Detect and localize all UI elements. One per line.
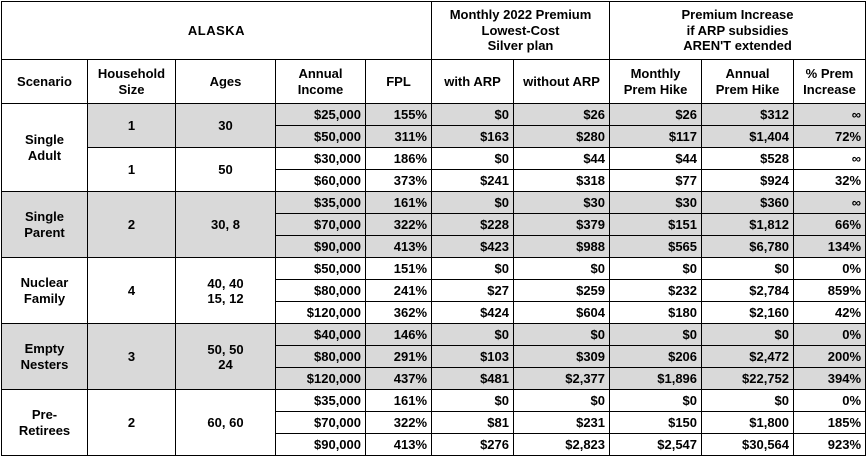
pct-increase-cell: ∞ [794, 104, 866, 126]
column-header-annual-income-line1: Annual [298, 66, 343, 82]
column-header-fpl-line1: FPL [386, 73, 411, 89]
ages-cell [176, 324, 276, 390]
without-arp-cell: $26 [514, 104, 610, 126]
scenario-line2: Family [23, 290, 66, 306]
column-header-with-arp [432, 60, 514, 104]
pct-increase-cell: 185% [794, 412, 866, 434]
increase-group-header [610, 2, 866, 60]
fpl-cell: 322% [366, 412, 432, 434]
monthly-prem-hike-cell: $150 [610, 412, 702, 434]
column-header-household-size [88, 60, 176, 104]
column-header-pct-increase [794, 60, 866, 104]
monthly-prem-hike-cell: $151 [610, 214, 702, 236]
column-header-annual-prem-hike [702, 60, 794, 104]
without-arp-cell: $259 [514, 280, 610, 302]
premium-comparison-table [1, 1, 866, 456]
scenario-line2: Retirees [18, 422, 71, 438]
annual-prem-hike-cell: $1,812 [702, 214, 794, 236]
pct-increase-cell: ∞ [794, 148, 866, 170]
column-header-without-arp [514, 60, 610, 104]
annual-prem-hike-cell: $2,160 [702, 302, 794, 324]
pct-increase-cell: ∞ [794, 192, 866, 214]
annual-income-cell: $25,000 [276, 104, 366, 126]
scenario-line2: Nesters [20, 356, 69, 372]
column-header-monthly-prem-hike-line1: Monthly [630, 66, 681, 82]
column-header-ages [176, 60, 276, 104]
household-size-cell: 1 [88, 148, 176, 192]
page-title: ALASKA [2, 2, 432, 60]
annual-prem-hike-cell: $0 [702, 390, 794, 412]
premium-group-header-line1: Monthly 2022 Premium [449, 6, 592, 22]
monthly-prem-hike-cell: $30 [610, 192, 702, 214]
without-arp-cell: $0 [514, 324, 610, 346]
fpl-cell: 311% [366, 126, 432, 148]
scenario-cell-pre-retirees [2, 390, 88, 456]
scenario-cell-nuclear-family [2, 258, 88, 324]
column-header-monthly-prem-hike-line2: Prem Hike [623, 81, 688, 97]
scenario-line1: Single [24, 131, 64, 147]
table-row [2, 192, 866, 214]
column-header-annual-income [276, 60, 366, 104]
pct-increase-cell: 32% [794, 170, 866, 192]
household-size-cell: 2 [88, 390, 176, 456]
column-header-household-size-line2: Size [118, 81, 145, 97]
column-header-row [2, 60, 866, 104]
annual-income-cell: $50,000 [276, 258, 366, 280]
annual-income-cell: $35,000 [276, 192, 366, 214]
with-arp-cell: $0 [432, 192, 514, 214]
annual-prem-hike-cell: $6,780 [702, 236, 794, 258]
pct-increase-cell: 200% [794, 346, 866, 368]
monthly-prem-hike-cell: $206 [610, 346, 702, 368]
pct-increase-cell: 394% [794, 368, 866, 390]
annual-income-cell: $70,000 [276, 412, 366, 434]
increase-group-header-line2: if ARP subsidies [686, 22, 789, 38]
household-size-cell: 3 [88, 324, 176, 390]
with-arp-cell: $423 [432, 236, 514, 258]
without-arp-cell: $604 [514, 302, 610, 324]
annual-prem-hike-cell: $0 [702, 324, 794, 346]
without-arp-cell: $0 [514, 258, 610, 280]
ages-line2: 24 [218, 356, 233, 372]
with-arp-cell: $0 [432, 324, 514, 346]
annual-prem-hike-cell: $22,752 [702, 368, 794, 390]
annual-income-cell: $120,000 [276, 302, 366, 324]
with-arp-cell: $0 [432, 104, 514, 126]
scenario-line1: Single [24, 208, 64, 224]
annual-prem-hike-cell: $924 [702, 170, 794, 192]
without-arp-cell: $30 [514, 192, 610, 214]
pct-increase-cell: 42% [794, 302, 866, 324]
annual-income-cell: $70,000 [276, 214, 366, 236]
column-header-with-arp-line1: with ARP [444, 73, 501, 89]
table-row [2, 258, 866, 280]
without-arp-cell: $379 [514, 214, 610, 236]
without-arp-cell: $318 [514, 170, 610, 192]
monthly-prem-hike-cell: $565 [610, 236, 702, 258]
fpl-cell: 146% [366, 324, 432, 346]
ages-line1: 40, 40 [207, 275, 244, 291]
column-header-scenario [2, 60, 88, 104]
ages-cell: 30 [176, 104, 276, 148]
without-arp-cell: $988 [514, 236, 610, 258]
annual-income-cell: $80,000 [276, 346, 366, 368]
scenario-cell-single-parent [2, 192, 88, 258]
table-row [2, 104, 866, 126]
annual-income-cell: $40,000 [276, 324, 366, 346]
with-arp-cell: $241 [432, 170, 514, 192]
annual-prem-hike-cell: $30,564 [702, 434, 794, 456]
with-arp-cell: $481 [432, 368, 514, 390]
increase-group-header-line3: AREN'T extended [683, 38, 792, 54]
column-header-monthly-prem-hike [610, 60, 702, 104]
without-arp-cell: $309 [514, 346, 610, 368]
scenario-cell-empty-nesters [2, 324, 88, 390]
fpl-cell: 413% [366, 434, 432, 456]
with-arp-cell: $424 [432, 302, 514, 324]
with-arp-cell: $276 [432, 434, 514, 456]
column-header-pct-increase-line2: Increase [803, 81, 856, 97]
household-size-cell: 4 [88, 258, 176, 324]
annual-income-cell: $50,000 [276, 126, 366, 148]
without-arp-cell: $0 [514, 390, 610, 412]
annual-income-cell: $120,000 [276, 368, 366, 390]
ages-cell [176, 258, 276, 324]
fpl-cell: 437% [366, 368, 432, 390]
monthly-prem-hike-cell: $232 [610, 280, 702, 302]
ages-cell: 30, 8 [176, 192, 276, 258]
annual-income-cell: $90,000 [276, 236, 366, 258]
pct-increase-cell: 66% [794, 214, 866, 236]
annual-prem-hike-cell: $1,404 [702, 126, 794, 148]
pct-increase-cell: 923% [794, 434, 866, 456]
annual-prem-hike-cell: $2,472 [702, 346, 794, 368]
annual-income-cell: $35,000 [276, 390, 366, 412]
column-header-annual-prem-hike-line1: Annual [725, 66, 770, 82]
pct-increase-cell: 0% [794, 258, 866, 280]
table-row [2, 148, 866, 170]
annual-prem-hike-cell: $312 [702, 104, 794, 126]
scenario-line1: Empty [24, 340, 65, 356]
monthly-prem-hike-cell: $77 [610, 170, 702, 192]
annual-prem-hike-cell: $360 [702, 192, 794, 214]
annual-prem-hike-cell: $528 [702, 148, 794, 170]
column-header-ages-line1: Ages [209, 73, 242, 89]
fpl-cell: 241% [366, 280, 432, 302]
ages-cell: 50 [176, 148, 276, 192]
annual-income-cell: $30,000 [276, 148, 366, 170]
annual-prem-hike-cell: $0 [702, 258, 794, 280]
column-header-without-arp-line1: without ARP [523, 73, 600, 89]
with-arp-cell: $0 [432, 258, 514, 280]
with-arp-cell: $228 [432, 214, 514, 236]
scenario-line1: Nuclear [20, 274, 69, 290]
without-arp-cell: $231 [514, 412, 610, 434]
with-arp-cell: $103 [432, 346, 514, 368]
fpl-cell: 413% [366, 236, 432, 258]
scenario-cell-single-adult [2, 104, 88, 192]
column-header-fpl [366, 60, 432, 104]
monthly-prem-hike-cell: $180 [610, 302, 702, 324]
ages-cell: 60, 60 [176, 390, 276, 456]
annual-income-cell: $90,000 [276, 434, 366, 456]
fpl-cell: 362% [366, 302, 432, 324]
pct-increase-cell: 0% [794, 390, 866, 412]
monthly-prem-hike-cell: $117 [610, 126, 702, 148]
column-header-pct-increase-line1: % Prem [805, 66, 854, 82]
premium-group-header-line2: Lowest-Cost [481, 22, 560, 38]
fpl-cell: 161% [366, 390, 432, 412]
premium-group-header [432, 2, 610, 60]
annual-prem-hike-cell: $1,800 [702, 412, 794, 434]
column-header-annual-prem-hike-line2: Prem Hike [715, 81, 780, 97]
pct-increase-cell: 134% [794, 236, 866, 258]
column-header-annual-income-line2: Income [297, 81, 344, 97]
with-arp-cell: $27 [432, 280, 514, 302]
household-size-cell: 1 [88, 104, 176, 148]
monthly-prem-hike-cell: $0 [610, 324, 702, 346]
with-arp-cell: $0 [432, 148, 514, 170]
fpl-cell: 373% [366, 170, 432, 192]
annual-prem-hike-cell: $2,784 [702, 280, 794, 302]
table-row [2, 390, 866, 412]
household-size-cell: 2 [88, 192, 176, 258]
monthly-prem-hike-cell: $0 [610, 390, 702, 412]
scenario-line2: Parent [24, 224, 65, 240]
fpl-cell: 155% [366, 104, 432, 126]
title-row [2, 2, 866, 60]
fpl-cell: 186% [366, 148, 432, 170]
monthly-prem-hike-cell: $26 [610, 104, 702, 126]
table-row [2, 324, 866, 346]
fpl-cell: 322% [366, 214, 432, 236]
monthly-prem-hike-cell: $0 [610, 258, 702, 280]
monthly-prem-hike-cell: $2,547 [610, 434, 702, 456]
scenario-line2: Adult [27, 147, 62, 163]
pct-increase-cell: 0% [794, 324, 866, 346]
column-header-household-size-line1: Household [97, 66, 166, 82]
scenario-line1: Pre- [31, 406, 58, 422]
with-arp-cell: $81 [432, 412, 514, 434]
fpl-cell: 291% [366, 346, 432, 368]
pct-increase-cell: 72% [794, 126, 866, 148]
without-arp-cell: $280 [514, 126, 610, 148]
without-arp-cell: $44 [514, 148, 610, 170]
fpl-cell: 161% [366, 192, 432, 214]
annual-income-cell: $60,000 [276, 170, 366, 192]
increase-group-header-line1: Premium Increase [681, 6, 794, 22]
ages-line2: 15, 12 [207, 290, 244, 306]
fpl-cell: 151% [366, 258, 432, 280]
premium-group-header-line3: Silver plan [487, 38, 554, 54]
without-arp-cell: $2,377 [514, 368, 610, 390]
pct-increase-cell: 859% [794, 280, 866, 302]
annual-income-cell: $80,000 [276, 280, 366, 302]
monthly-prem-hike-cell: $44 [610, 148, 702, 170]
without-arp-cell: $2,823 [514, 434, 610, 456]
with-arp-cell: $0 [432, 390, 514, 412]
ages-line1: 50, 50 [207, 341, 244, 357]
column-header-scenario-line1: Scenario [17, 73, 72, 89]
monthly-prem-hike-cell: $1,896 [610, 368, 702, 390]
with-arp-cell: $163 [432, 126, 514, 148]
